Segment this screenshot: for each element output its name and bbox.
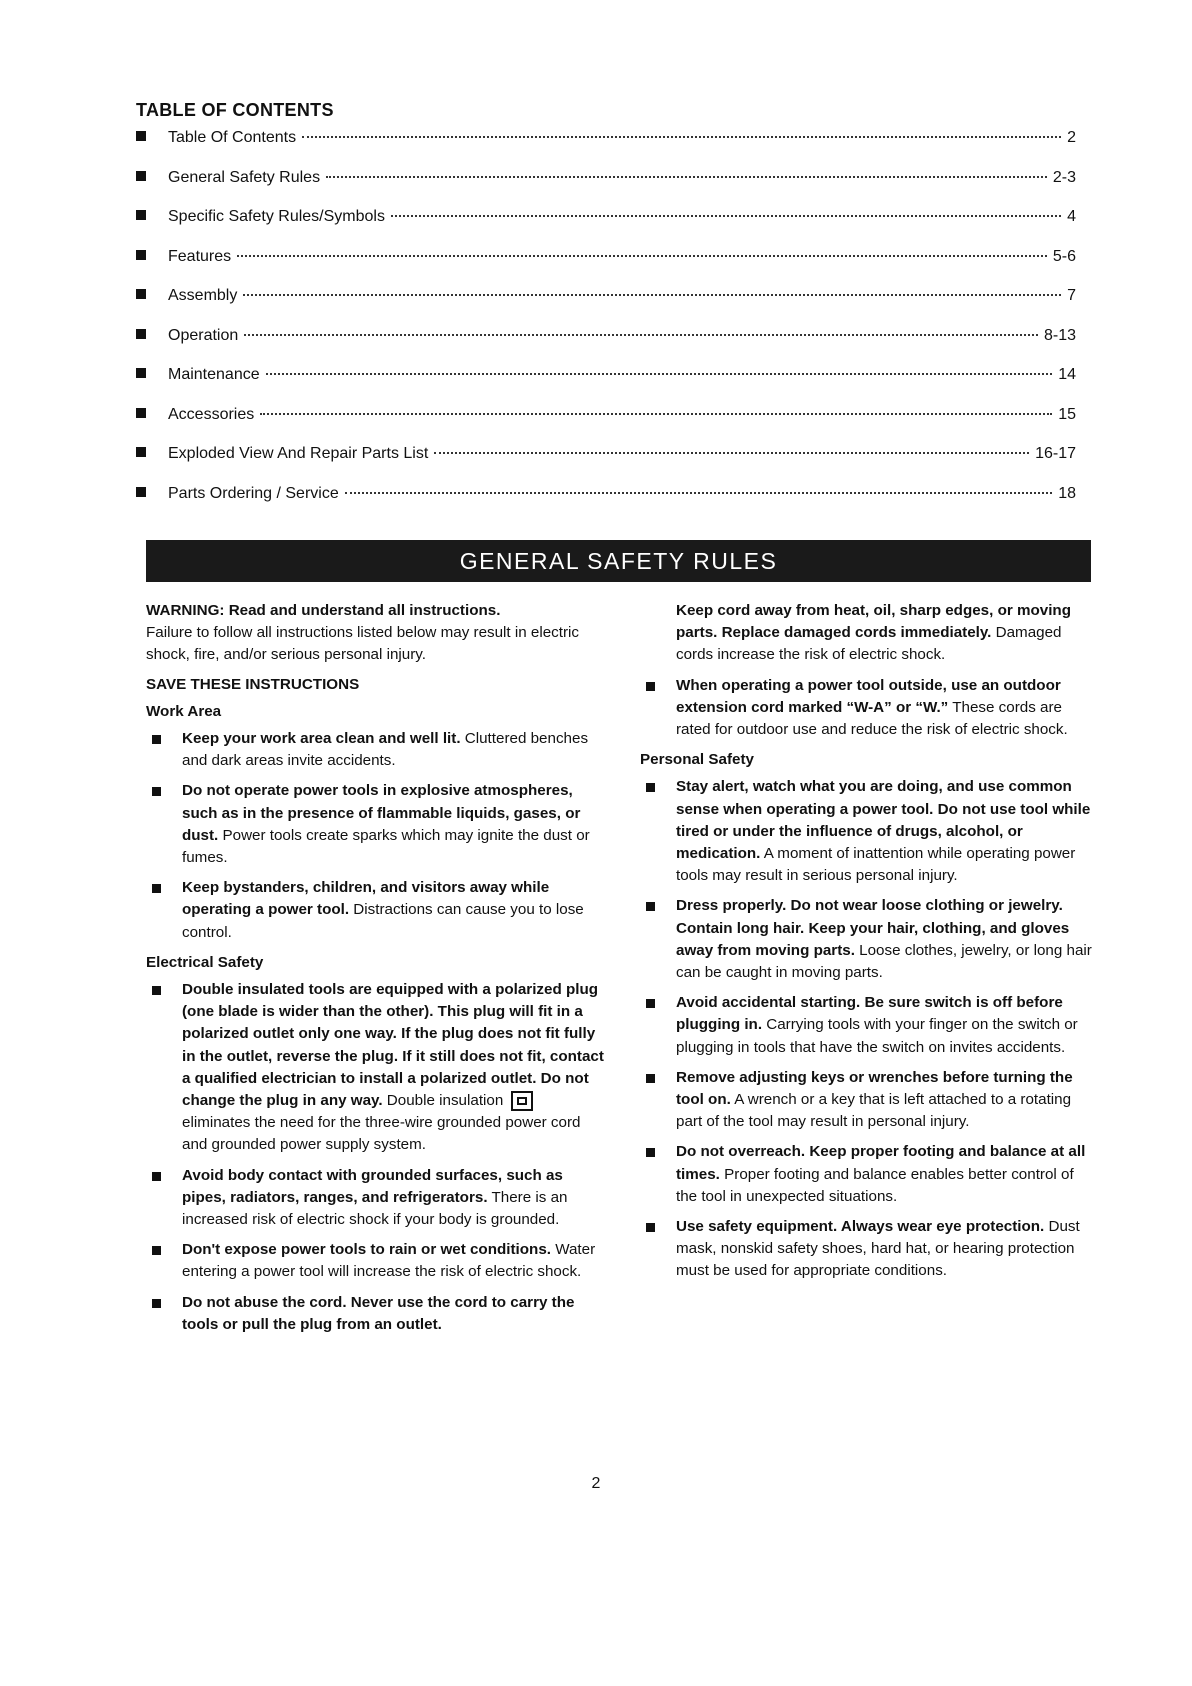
- page-number: 2: [591, 1475, 601, 1492]
- personal-safety-heading: Personal Safety: [640, 751, 754, 769]
- table-of-contents: [136, 100, 1076, 524]
- bullet-square-icon: [152, 1299, 161, 1308]
- list-item: [640, 992, 1098, 1059]
- toc-entry-label: Specific Safety Rules/Symbols: [168, 208, 385, 225]
- rule-bold: Avoid body contact with grounded surfaces, such as pipes, radiators, ranges, and refrigerators.: [182, 1166, 563, 1206]
- bullet-square-icon: [646, 1074, 655, 1083]
- bullet-square-icon: [136, 368, 146, 378]
- rule-text: eliminates the need for the three-wire grounded power cord and grounded power supply system.: [182, 1114, 581, 1154]
- toc-entry-page: 4: [1067, 208, 1076, 225]
- rule-bold: Dress properly. Do not wear loose clothing or jewelry. Contain long hair. Keep your hair, clothing, and gloves away from moving parts.: [676, 897, 1070, 959]
- toc-entry: [136, 445, 1076, 485]
- rule-text: There is an increased risk of electric shock if your body is grounded.: [182, 1188, 568, 1229]
- warning-bold: Read and understand all instructions.: [224, 602, 501, 619]
- list-item: [146, 877, 608, 944]
- warning-paragraph: [146, 600, 608, 667]
- list-item: [146, 1165, 608, 1232]
- bullet-square-icon: [152, 884, 161, 893]
- rule-text: A moment of inattention while operating power tools may result in serious personal injury.: [676, 845, 1076, 885]
- list-item: [146, 1292, 608, 1336]
- rule-text: Power tools create sparks which may ignite the dust or fumes.: [182, 826, 590, 867]
- toc-entry: [136, 485, 1076, 525]
- toc-entry-page: 5-6: [1052, 247, 1076, 265]
- warning-text: Failure to follow all instructions listed below may result in electric shock, fire, and/or serious personal injury.: [146, 624, 580, 664]
- dot-leader: [391, 215, 1061, 217]
- list-item: [146, 780, 608, 869]
- dot-leader: [243, 294, 1061, 296]
- toc-entry-page: 18: [1058, 484, 1076, 502]
- bullet-square-icon: [646, 1223, 655, 1232]
- bullet-square-icon: [152, 1172, 161, 1181]
- toc-entry-label: Exploded View And Repair Parts List: [168, 445, 429, 462]
- rule-bold: Keep bystanders, children, and visitors away while operating a power tool.: [182, 879, 550, 919]
- bullet-square-icon: [152, 1246, 161, 1255]
- list-item: [640, 1067, 1098, 1134]
- rule-bold: Double insulated tools are equipped with a polarized plug (one blade is wider than the other). This plug will fit in a polarized outlet only one way. If the plug does not fit fully in the outlet, reverse the plug. If it still does not fit, contact a qualified electrician to install a polarized outlet. Do not change the plug in any way.: [182, 981, 604, 1110]
- rule-bold: Don't expose power tools to rain or wet conditions.: [182, 1241, 551, 1259]
- rule-bold: Remove adjusting keys or wrenches before turning the tool on.: [676, 1068, 1073, 1109]
- toc-entry: [136, 248, 1076, 288]
- list-item: [146, 1239, 608, 1283]
- dot-leader: [266, 373, 1053, 375]
- bullet-square-icon: [646, 682, 655, 691]
- rule-text: These cords are rated for outdoor use and reduce the risk of electric shock.: [676, 698, 1068, 739]
- bullet-square-icon: [136, 289, 146, 299]
- rule-bold: Avoid accidental starting. Be sure switch is off before plugging in.: [676, 994, 1063, 1034]
- section-banner: GENERAL SAFETY RULES: [146, 540, 1091, 582]
- rule-bold: Keep cord away from heat, oil, sharp edges, or moving parts. Replace damaged cords immediately.: [676, 602, 1071, 642]
- rule-text: Proper footing and balance enables better control of the tool in unexpected situations.: [676, 1165, 1074, 1205]
- toc-entry: [136, 406, 1076, 446]
- list-item: [640, 895, 1098, 984]
- left-column: [146, 600, 608, 1344]
- bullet-square-icon: [136, 447, 146, 457]
- dot-leader: [244, 334, 1038, 336]
- bullet-square-icon: [136, 408, 146, 418]
- toc-entry-page: 2-3: [1052, 168, 1076, 186]
- bullet-square-icon: [152, 735, 161, 744]
- toc-entry-page: 16-17: [1035, 445, 1076, 462]
- list-item: [640, 675, 1098, 742]
- toc-entry-page: 7: [1067, 287, 1076, 304]
- toc-title: TABLE OF CONTENTS: [136, 100, 334, 120]
- rule-bold: Use safety equipment. Always wear eye protection.: [676, 1218, 1045, 1236]
- list-item: [640, 776, 1098, 887]
- toc-entry-label: Assembly: [168, 287, 238, 304]
- rule-text: Distractions can cause you to lose control.: [182, 901, 584, 941]
- list-item: [146, 728, 608, 772]
- dot-leader: [326, 176, 1047, 178]
- toc-entry: [136, 129, 1076, 169]
- rule-bold: Do not operate power tools in explosive atmospheres, such as in the presence of flammable liquids, gases, or dust.: [182, 782, 581, 844]
- electrical-safety-heading: Electrical Safety: [146, 953, 264, 971]
- work-area-heading: Work Area: [146, 702, 222, 720]
- toc-entry-label: Parts Ordering / Service: [168, 484, 339, 502]
- dot-leader: [260, 413, 1052, 415]
- toc-entry-label: Table Of Contents: [168, 129, 297, 146]
- save-instructions-heading: SAVE THESE INSTRUCTIONS: [146, 675, 360, 693]
- toc-entry-page: 8-13: [1043, 326, 1076, 344]
- bullet-square-icon: [136, 210, 146, 220]
- rule-text: Loose clothes, jewelry, or long hair can be caught in moving parts.: [676, 941, 1092, 982]
- double-insulation-icon: [511, 1091, 533, 1111]
- rule-text: Carrying tools with your finger on the switch or plugging in tools that have the switch on invites accidents.: [676, 1016, 1078, 1056]
- dot-leader: [302, 136, 1061, 138]
- dot-leader: [237, 255, 1047, 257]
- toc-entry: [136, 366, 1076, 406]
- bullet-square-icon: [646, 999, 655, 1008]
- toc-entry: [136, 169, 1076, 209]
- rule-text: Cluttered benches and dark areas invite accidents.: [182, 730, 589, 770]
- toc-entry-label: Operation: [168, 326, 239, 344]
- rule-text: Dust mask, nonskid safety shoes, hard hat, or hearing protection must be used for appropriate conditions.: [676, 1218, 1080, 1280]
- bullet-square-icon: [136, 487, 146, 497]
- toc-entry-label: General Safety Rules: [168, 168, 321, 186]
- bullet-square-icon: [152, 787, 161, 796]
- toc-entry-page: 15: [1058, 405, 1076, 423]
- rule-text: Damaged cords increase the risk of electric shock.: [676, 624, 1062, 664]
- list-item: [640, 1216, 1098, 1283]
- toc-entry-page: 14: [1058, 366, 1076, 383]
- list-item: [640, 1141, 1098, 1208]
- bullet-square-icon: [136, 250, 146, 260]
- list-item-continued: [640, 600, 1098, 667]
- rule-bold: Stay alert, watch what you are doing, and use common sense when operating a power tool. Do not use tool while tired or under the influence of drugs, alcohol, or medication.: [676, 778, 1091, 863]
- rule-bold: Do not abuse the cord. Never use the cord to carry the tools or pull the plug from an outlet.: [182, 1293, 575, 1333]
- rule-bold: When operating a power tool outside, use an outdoor extension cord marked “W-A” or “W.”: [676, 676, 1061, 716]
- toc-entry-label: Maintenance: [168, 366, 260, 383]
- rule-bold: Keep your work area clean and well lit.: [182, 730, 461, 748]
- toc-entry: [136, 287, 1076, 327]
- dot-leader: [434, 452, 1029, 454]
- toc-entry-page: 2: [1067, 129, 1076, 146]
- rule-text: A wrench or a key that is left attached to a rotating part of the tool may result in personal injury.: [676, 1091, 1072, 1131]
- bullet-square-icon: [136, 329, 146, 339]
- rule-text: Water entering a power tool will increase the risk of electric shock.: [182, 1241, 596, 1281]
- dot-leader: [345, 492, 1052, 494]
- bullet-square-icon: [136, 171, 146, 181]
- toc-entry: [136, 208, 1076, 248]
- rule-bold: Do not overreach. Keep proper footing and balance at all times.: [676, 1143, 1086, 1183]
- rule-text: Double insulation: [382, 1092, 508, 1110]
- toc-entry-label: Features: [168, 247, 232, 265]
- list-item: [146, 979, 608, 1157]
- right-column: [640, 600, 1098, 1291]
- bullet-square-icon: [136, 131, 146, 141]
- bullet-square-icon: [152, 986, 161, 995]
- bullet-square-icon: [646, 1148, 655, 1157]
- toc-entry: [136, 327, 1076, 367]
- bullet-square-icon: [646, 902, 655, 911]
- toc-entry-label: Accessories: [168, 405, 255, 423]
- warning-label: WARNING:: [146, 602, 225, 619]
- bullet-square-icon: [646, 783, 655, 792]
